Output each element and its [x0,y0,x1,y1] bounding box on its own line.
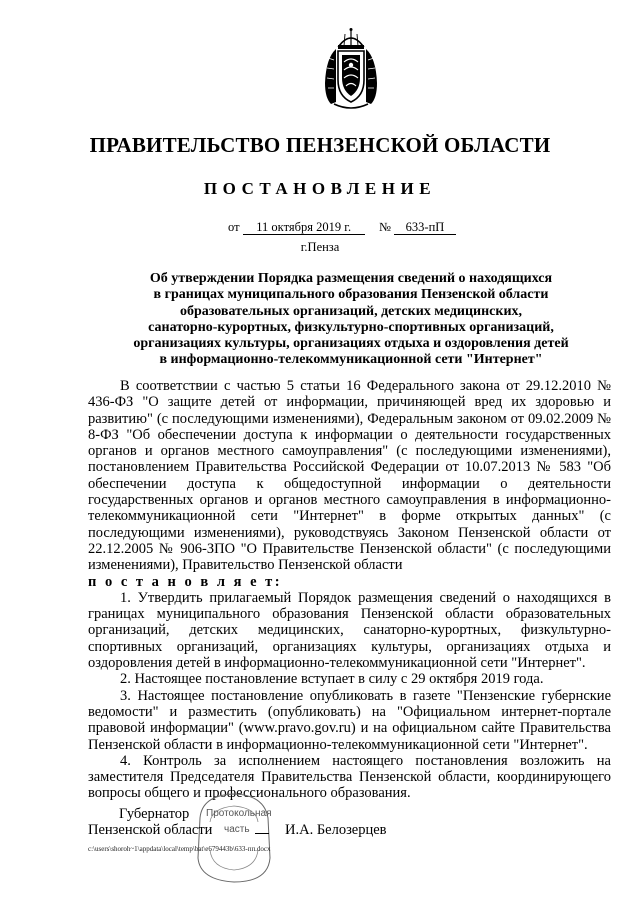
item-paragraph: 3. Настоящее постановление опубликовать в газете "Пензенские губернские ведомости" и разместить (опубликовать) на "Официальном интернет-портале правовой информации" (www.pravo.gov.ru) и на официальном сайте Правительства Пензенской области в информационно-телекоммуникационной сети "Интернет". [88,687,611,753]
subject-line: санаторно-курортных, физкультурно-спортивных организаций, [148,319,554,335]
city: г.Пенза [300,240,340,254]
item-paragraph: 4. Контроль за исполнением настоящего постановления возложить на заместителя Председателя Правительства Пензенской области, координирующего вопросы общего и профессионального образования. [88,752,611,802]
subject-line: в границах муниципального образования Пензенской области [153,287,549,303]
government-title: ПРАВИТЕЛЬСТВО ПЕНЗЕНСКОЙ ОБЛАСТИ [89,133,551,157]
document-subject [110,271,592,369]
coat-of-arms-icon [322,28,380,110]
signature-line [255,833,269,834]
document-date: 11 октября 2019 г. [243,221,365,235]
subject-line: Об утверждении Порядка размещения сведений о находящихся [149,271,553,286]
subject-line: в информационно-телекоммуникационной сети "Интернет" [159,352,543,368]
resolves-label: п о с т а н о в л я е т: [88,573,283,590]
document-body [88,378,611,802]
number-prefix: № [378,220,391,234]
signatory-region: Пензенской области [88,822,213,838]
stamp-line-2: часть [224,824,250,835]
item-paragraph: 1. Утвердить прилагаемый Порядок размещения сведений о находящихся в границах муниципального образования Пензенской области образовательных организаций, детских медицинских, санаторно-курортных, физкультурно-спортивных организаций, организациях культуры, организациях отдыха и оздоровления детей в информационно-телекоммуникационной сети "Интернет". [88,589,611,672]
item-paragraph: 2. Настоящее постановление вступает в силу с 29 октября 2019 года. [120,671,544,688]
file-path: c:\users\shoroh~1\appdata\local\temp\bat\e679443b\633-пп.docx [88,845,271,853]
subject-line: образовательных организаций, детских медицинских, [179,303,523,319]
signatory-name: И.А. Белозерцев [285,822,387,838]
signatory-title: Губернатор [119,806,190,822]
document-type: ПОСТАНОВЛЕНИЕ [203,179,437,198]
subject-line: организациях культуры, организациях отдыха и оздоровления детей [133,336,569,352]
stamp-line-1: Протокольная [206,808,272,819]
date-number-line [228,220,456,235]
preamble-paragraph: В соответствии с частью 5 статьи 16 Федерального закона от 29.12.2010 № 436-ФЗ "О защите детей от информации, причиняющей вред их здоровью и развитию" (с последующими изменениями), Федеральным законом от 09.02.2009 № 8-ФЗ "Об обеспечении доступа к информации о деятельности государственных органов и органов местного самоуправления" (с последующими изменениями), постановлением Правительства Российской Федерации от 10.07.2013 № 583 "Об обеспечении доступа к общедоступной информации о деятельности государственных органов и органов местного самоуправления в информационно-телекоммуникационной сети "Интернет" в форме открытых данных" (с последующими изменениями), руководствуясь Законом Пензенской области от 22.12.2005 № 906-ЗПО "О Правительстве Пензенской области" (с последующими изменениями), Правительство Пензенской области [88,378,611,574]
date-prefix: от [228,220,240,234]
document-number: 633-пП [394,221,456,235]
